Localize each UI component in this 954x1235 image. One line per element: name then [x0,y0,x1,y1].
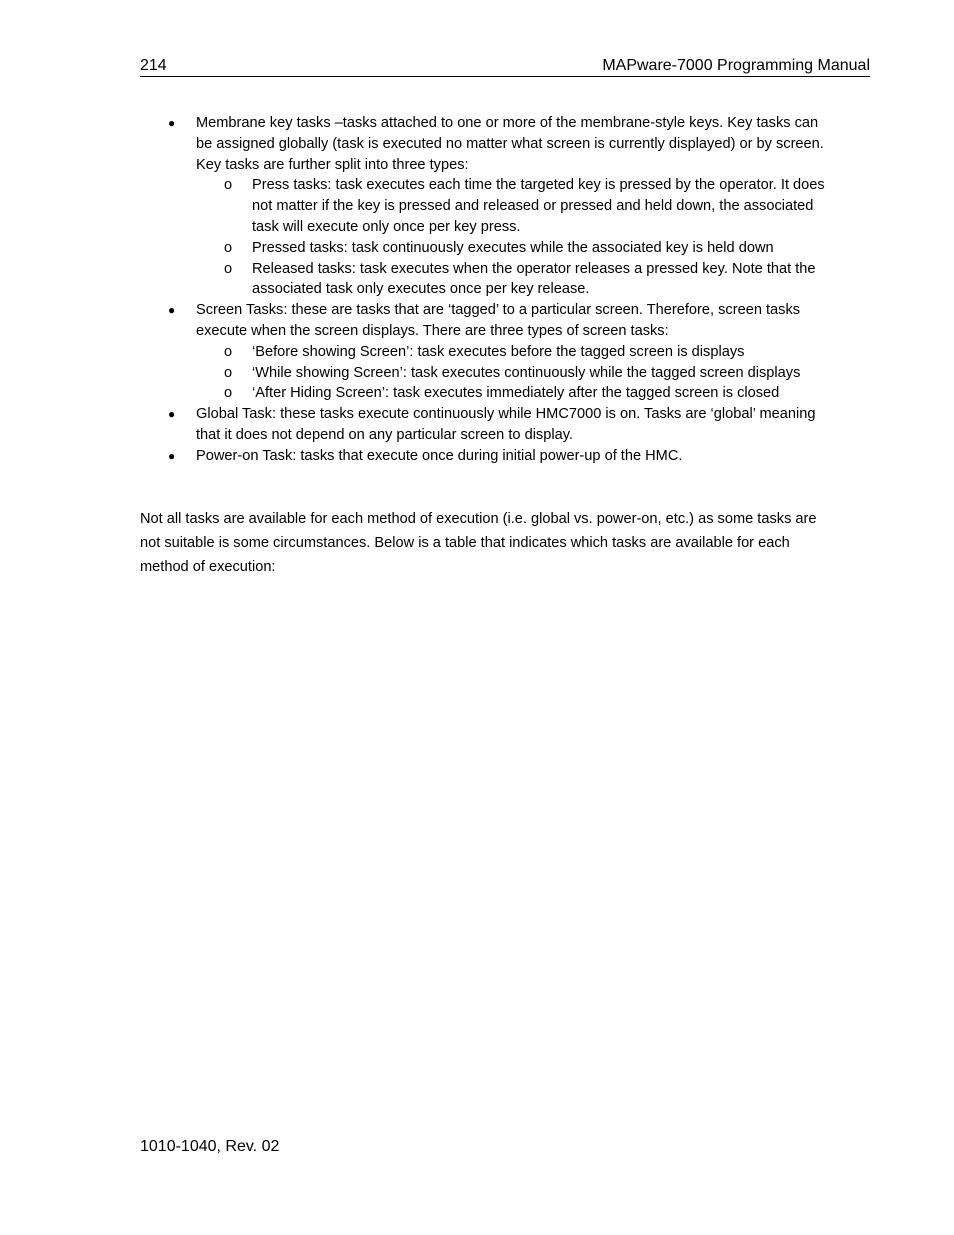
list-item-text: Screen Tasks: these are tasks that are ‘tagged’ to a particular screen. Therefore, screen tasks execute when the screen displays. There are three types of screen tasks: [196,302,801,339]
sub-list-item-text: ‘Before showing Screen’: task executes before the tagged screen is displays [252,343,745,360]
body-paragraph: Not all tasks are available for each method of execution (i.e. global vs. power-on, etc.) as some tasks are not suitable is some circumstances. Below is a table that indicates which tasks are available for each method of execution: [140,510,817,575]
sub-list-item-after-hiding [224,383,830,404]
sub-list-item-text: ‘After Hiding Screen’: task executes immediately after the tagged screen is closed [252,385,780,402]
sub-bullet-icon: o [224,260,233,277]
page-number: 214 [140,57,167,74]
page-footer [140,1136,279,1158]
sub-list-item-before-showing [224,342,830,363]
list-item-screen-tasks [168,300,830,404]
sub-list-item-text: Pressed tasks: task continuously executes while the associated key is held down [252,239,774,256]
sub-list-item-press-tasks [224,175,830,237]
manual-title: MAPware-7000 Programming Manual [602,57,870,74]
list-item-text: Membrane key tasks –tasks attached to one or more of the membrane-style keys. Key tasks can be assigned globally (task is executed no matter what screen is currently displayed) or by screen. Key tasks are further split into three types: [196,115,824,173]
sub-bullet-icon: o [224,364,233,381]
sub-list-item-text: Released tasks: task executes when the operator releases a pressed key. Note that the associated task only executes once per key release. [252,260,816,298]
bullet-icon: ● [168,303,176,318]
page-header [140,56,870,77]
screen-subtask-list [196,342,830,404]
list-item-text: Power-on Task: tasks that execute once during initial power-up of the HMC. [196,447,683,464]
bullet-icon: ● [168,116,176,130]
sub-bullet-icon: o [224,385,233,402]
list-item-global-task [168,404,830,446]
bullet-icon: ● [168,448,176,463]
sub-list-item-text: ‘While showing Screen’: task executes continuously while the tagged screen displays [252,364,801,381]
page-content [140,113,830,593]
sub-bullet-icon: o [224,343,233,360]
sub-list-item-pressed-tasks [224,238,830,259]
list-item-power-on-task [168,446,830,467]
bullet-icon: ● [168,407,176,422]
task-type-list [140,113,830,467]
sub-list-item-text: Press tasks: task executes each time the targeted key is pressed by the operator. It does not matter if the key is pressed and released or pressed and held down, the associated task will execute only once per key press. [252,177,825,235]
list-item-text: Global Task: these tasks execute continuously while HMC7000 is on. Tasks are ‘global’ meaning that it does not depend on any particular screen to display. [196,406,816,443]
list-item-membrane-key-tasks [168,113,830,300]
sub-list-item-while-showing [224,363,830,384]
sub-bullet-icon: o [224,177,233,194]
sub-list-item-released-tasks [224,259,830,301]
document-id: 1010-1040, Rev. 02 [140,1138,280,1155]
membrane-subtask-list [196,175,830,300]
sub-bullet-icon: o [224,239,233,256]
